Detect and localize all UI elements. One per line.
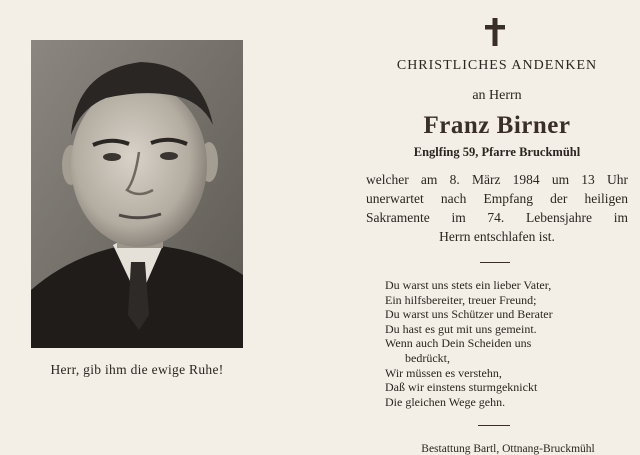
- notice-line: unerwartet nach Empfang der heiligen: [366, 191, 628, 206]
- poem-line: Wenn auch Dein Scheiden uns: [385, 336, 532, 351]
- poem-line: Die gleichen Wege gehn.: [385, 394, 506, 409]
- poem-line: Daß wir einstens sturmgeknickt: [385, 380, 538, 395]
- memorial-poem: [385, 278, 625, 409]
- undertaker-line: Bestattung Bartl, Ottnang-Bruckmühl: [421, 443, 595, 455]
- divider: [480, 262, 510, 263]
- photo-caption: Herr, gib ihm die ewige Ruhe!: [50, 362, 224, 377]
- poem-line: Wir müssen es verstehn,: [385, 365, 502, 380]
- death-notice: [366, 170, 628, 246]
- divider: [478, 425, 510, 426]
- notice-line: Herrn entschlafen ist.: [439, 229, 555, 244]
- portrait-photo: [31, 40, 243, 348]
- poem-line: Du warst uns Schützer und Berater: [385, 307, 553, 322]
- deceased-name: Franz Birner: [423, 112, 571, 139]
- notice-line: Sakramente im 74. Lebensjahre im: [366, 210, 628, 225]
- card-heading: CHRISTLICHES ANDENKEN: [396, 58, 598, 73]
- poem-line: Du hast es gut mit uns gemeint.: [385, 321, 537, 336]
- cross-icon: [484, 18, 506, 46]
- poem-line: Ein hilfsbereiter, treuer Freund;: [385, 292, 537, 307]
- notice-line: welcher am 8. März 1984 um 13 Uhr: [366, 172, 628, 187]
- poem-line: bedrückt,: [405, 350, 450, 365]
- address-line: Englfing 59, Pfarre Bruckmühl: [413, 145, 581, 159]
- salutation: an Herrn: [472, 88, 522, 103]
- poem-line: Du warst uns stets ein lieber Vater,: [385, 278, 552, 292]
